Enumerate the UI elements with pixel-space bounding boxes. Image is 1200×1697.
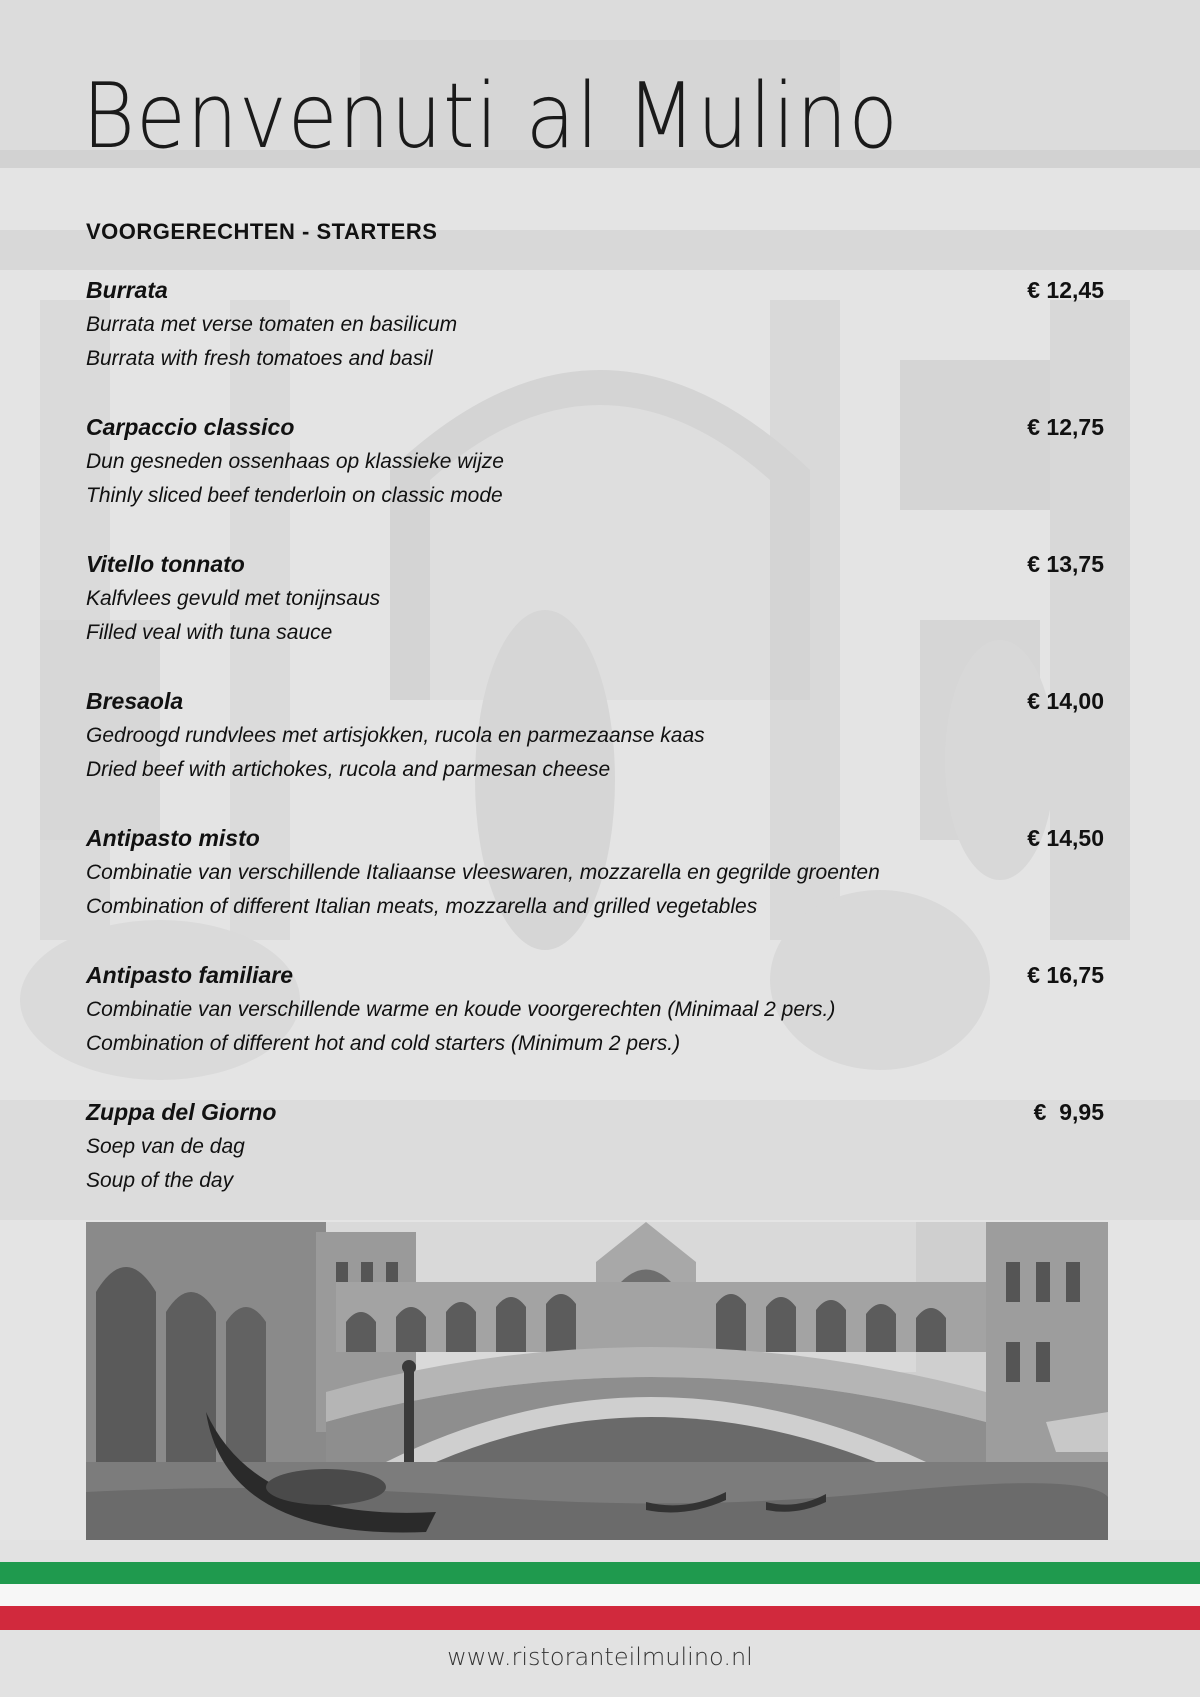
menu-item-price: € 9,95: [1033, 1099, 1104, 1125]
menu-item-desc-nl: Gedroogd rundvlees met artisjokken, rucola en parmezaanse kaas: [86, 724, 705, 747]
menu-item: [86, 276, 1104, 413]
flag-stripe-white: [0, 1584, 1200, 1606]
menu-item-name: Carpaccio classico: [86, 414, 295, 440]
menu-item-desc-en: Thinly sliced beef tenderloin on classic mode: [86, 484, 503, 507]
menu-item-name: Burrata: [86, 277, 168, 303]
menu-list: [86, 276, 1104, 1235]
menu-item: [86, 550, 1104, 687]
menu-item-price: € 12,75: [1027, 414, 1104, 440]
menu-item-desc-nl: Burrata met verse tomaten en basilicum: [86, 313, 458, 336]
menu-item-price: € 12,45: [1027, 277, 1104, 303]
menu-item: [86, 961, 1104, 1098]
menu-item: [86, 413, 1104, 550]
menu-item-desc-en: Dried beef with artichokes, rucola and parmesan cheese: [86, 758, 611, 781]
menu-item-desc-en: Soup of the day: [86, 1169, 234, 1192]
section-title: VOORGERECHTEN - STARTERS: [86, 219, 438, 244]
menu-item-desc-en: Burrata with fresh tomatoes and basil: [86, 347, 433, 370]
menu-item-name: Zuppa del Giorno: [86, 1099, 277, 1125]
flag-stripe-red: [0, 1606, 1200, 1630]
flag-stripe-green: [0, 1562, 1200, 1584]
menu-item-desc-nl: Kalfvlees gevuld met tonijnsaus: [86, 587, 381, 610]
menu-item-name: Antipasto misto: [86, 825, 260, 851]
menu-item-desc-nl: Dun gesneden ossenhaas op klassieke wijze: [86, 450, 504, 473]
menu-item-name: Antipasto familiare: [86, 962, 294, 988]
website-link[interactable]: www.ristoranteilmulino.nl: [447, 1643, 753, 1671]
page-title: Benvenuti al Mulino: [82, 64, 899, 169]
menu-item-desc-nl: Combinatie van verschillende warme en koude voorgerechten (Minimaal 2 pers.): [86, 998, 836, 1021]
menu-item-desc-en: Combination of different Italian meats, mozzarella and grilled vegetables: [86, 895, 758, 918]
rialto-bridge-photo: [86, 1222, 1108, 1540]
menu-item-price: € 14,00: [1027, 688, 1104, 714]
menu-item-price: € 16,75: [1027, 962, 1104, 988]
menu-item-price: € 13,75: [1027, 551, 1104, 577]
menu-item-name: Bresaola: [86, 688, 184, 714]
menu-item-desc-nl: Soep van de dag: [86, 1135, 245, 1158]
menu-item-name: Vitello tonnato: [86, 551, 245, 577]
menu-item: [86, 1098, 1104, 1235]
menu-item: [86, 824, 1104, 961]
menu-item-desc-en: Filled veal with tuna sauce: [86, 621, 333, 644]
menu-item-price: € 14,50: [1027, 825, 1104, 851]
menu-item-desc-nl: Combinatie van verschillende Italiaanse vleeswaren, mozzarella en gegrilde groenten: [86, 861, 880, 884]
menu-item-desc-en: Combination of different hot and cold starters (Minimum 2 pers.): [86, 1032, 681, 1055]
menu-item: [86, 687, 1104, 824]
